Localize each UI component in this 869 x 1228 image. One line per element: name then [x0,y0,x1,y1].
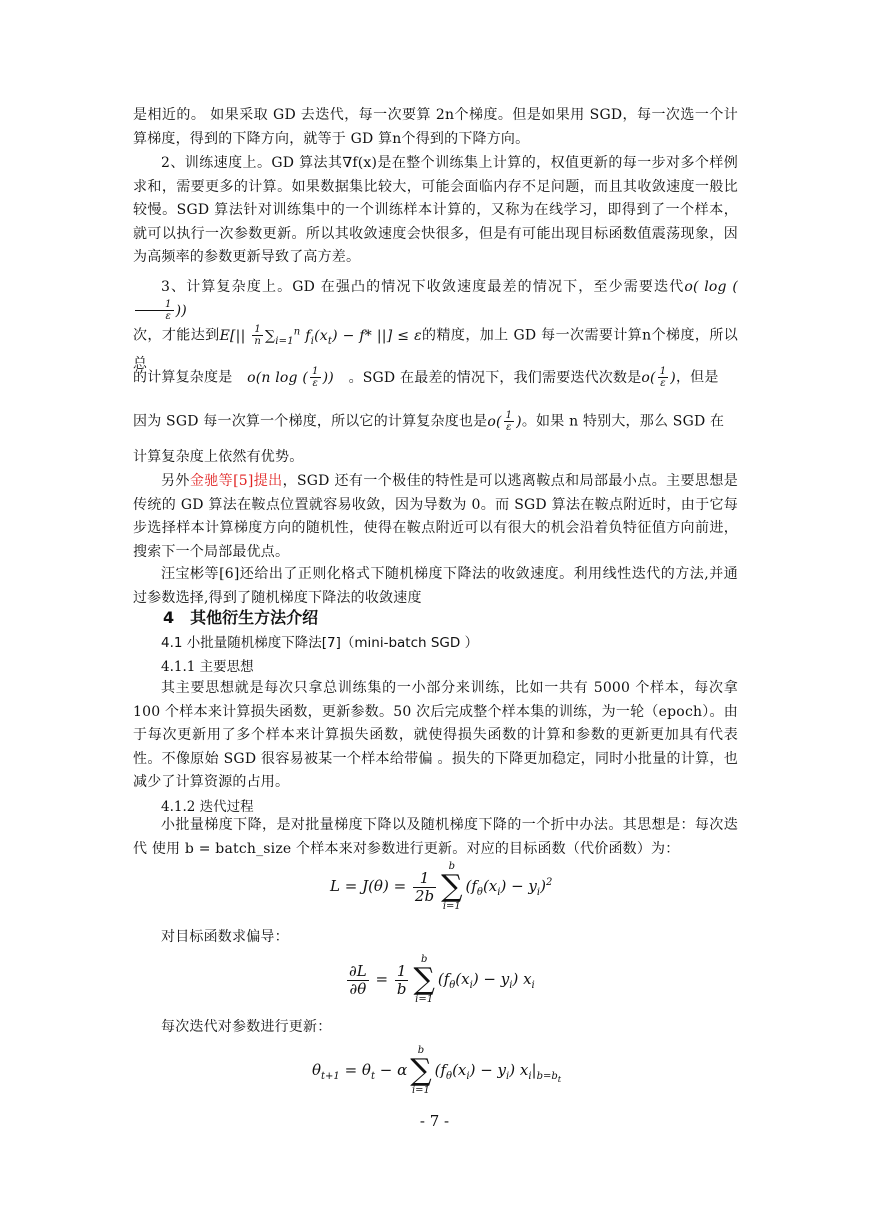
subsubsection-heading-4-1-1: 4.1.1 主要思想 [161,659,254,675]
p3-text-h: 。如果 n 特别大，那么 SGD 在 [521,413,725,430]
formula-o-inv-eps-2: o( $\frac{1}{\varepsilon}$ ) [487,410,522,433]
formula-o-log-eps: o( log ( $\frac{1}{\varepsilon}$ )) [133,279,738,319]
paragraph-3-line-5: 计算复杂度上依然有优势。 [133,449,304,465]
paragraph-7: 小批量梯度下降，是对批量梯度下降以及随机梯度下降的一个折中办法。其思想是：每次迭代 使用 b = batch_size 个样本来对参数进行更新。对应的目标函数（代价函数）为： [133,817,738,857]
p3-text-c: 的精度，加上 GD 每一次需要计算n个梯度，所以总 [133,327,738,372]
paragraph-6: 其主要思想就是每次只拿总训练集的一小部分来训练，比如一共有 5000 个样本，每次拿 100 个样本来计算损失函数，更新参数。50 次后完成整个样本集的训练，为一轮（epoch）。由于每次更新用了多个样本来计算损失函数，就使得损失函数的计算和参数的更新更加具有代表性。不像原始 SGD 很容易被某一个样本给带偏 。损失的下降更加稳定，同时小批量的计算，也减少了计算资源的占用。 [133,680,738,790]
paragraph-3-line-3 [133,366,738,390]
p3-text-b: 次，才能达到 [133,327,220,344]
p3-text-f: ，但是 [675,369,719,386]
p3-text-e: 。SGD 在最差的情况下，我们需要迭代次数是 [348,369,642,386]
page-number: - 7 - [419,1112,450,1130]
paragraph-3-line-4 [133,410,738,434]
paragraph-5: 汪宝彬等[6]还给出了正则化格式下随机梯度下降法的收敛速度。利用线性迭代的方法,并通过参数选择,得到了随机梯度下降法的收敛速度 [133,566,738,606]
p3-text-d: 的计算复杂度是 [133,369,233,386]
formula-o-n-log-eps: o(n log ( $\frac{1}{\varepsilon}$ )) [247,366,334,389]
p3-text-a: 3、计算复杂度上。GD 在强凸的情况下收敛速度最差的情况下，至少需要迭代 [161,279,685,295]
section-heading-4: 4 其他衍生方法介绍 [163,608,319,627]
equation-partial-derivative: $\frac{\partial L}{\partial\theta}$ = $\frac{1}{b}$ b ∑ i=1 $(f_\theta(x_i) - y_i)$ $x_i$ [349,954,535,1005]
paragraph-8: 对目标函数求偏导： [161,929,289,945]
formula-expectation: E[|| $\frac{1}{n}$ $\sum_{i=1}^n$ $f_i(x_t) - f*$ ||] ≤ ε [219,324,422,348]
equation-parameter-update: $\theta_{t+1} = \theta_t - \alpha$ b ∑ i=1 $(f_\theta(x_i) - y_i)$ $x_i|_{b=b_t}$ [312,1045,562,1096]
p4-text-b: ，SGD 还有一个极佳的特性是可以逃离鞍点和局部最小点。主要思想是传统的 GD 算法在鞍点位置就容易收敛，因为导数为 0。而 SGD 算法在鞍点附近时，由于它每步选择样本计算梯度方向的随机性，使得在鞍点附近可以有很大的机会沿着负特征值方向前进，搜索下一个局部最优点。 [133,473,738,560]
subsubsection-heading-4-1-2: 4.1.2 迭代过程 [161,799,254,815]
formula-o-inv-eps-1: o( $\frac{1}{\varepsilon}$ ) [641,366,676,389]
subsection-heading-4-1: 4.1 小批量随机梯度下降法[7]（mini-batch SGD ） [161,635,479,651]
paragraph-9: 每次迭代对参数进行更新： [161,1019,332,1035]
citation-link[interactable]: 金驰等[5]提出 [189,473,283,489]
p4-text-a: 另外 [161,473,190,489]
paragraph-3-line-1 [133,276,738,323]
p3-text-g: 因为 SGD 每一次算一个梯度，所以它的计算复杂度也是 [133,413,488,430]
paragraph-4 [133,470,738,564]
paragraph-1: 是相近的。 如果采取 GD 去迭代，每一次要算 2n个梯度。但是如果用 SGD，每一次选一个计算梯度，得到的下降方向，就等于 GD 算n个得到的下降方向。 [133,107,738,147]
equation-cost-function: L = J(θ) = $\frac{1}{2b}$ b ∑ i=1 $(f_\theta(x_i) - y_i)^2$ [330,861,553,912]
paragraph-2: 2、训练速度上。GD 算法其∇f(x)是在整个训练集上计算的，权值更新的每一步对多个样例求和，需要更多的计算。如果数据集比较大，可能会面临内存不足问题，而且其收敛速度一般比较慢。SGD 算法针对训练集中的一个训练样本计算的，又称为在线学习，即得到了一个样本，就可以执行一次参数更新。所以其收敛速度会快很多，但是有可能出现目标函数值震荡现象，因为高频率的参数更新导致了高方差。 [133,155,738,265]
